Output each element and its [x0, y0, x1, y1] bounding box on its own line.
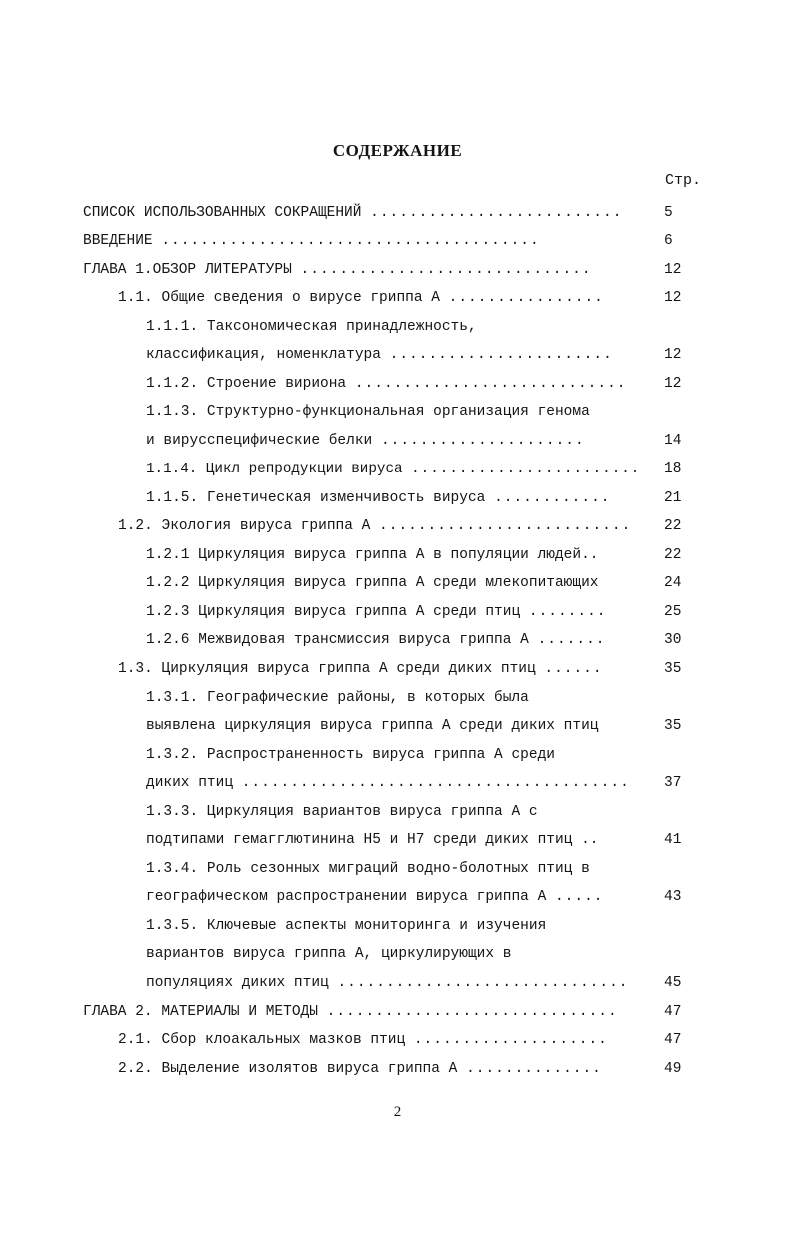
toc-entry	[118, 516, 645, 536]
toc-leader-dots: ......	[544, 661, 603, 677]
toc-entry	[118, 1059, 645, 1079]
toc-entry-page-number: 12	[664, 262, 682, 278]
toc-entry-page-number: 14	[664, 433, 682, 449]
toc-entry-title: ГЛАВА 1.ОБЗОР ЛИТЕРАТУРЫ	[83, 262, 292, 278]
toc-entry	[146, 859, 645, 879]
toc-leader-dots: .....	[554, 889, 604, 905]
toc-entry-page-number: 43	[664, 889, 682, 905]
toc-entry	[146, 573, 645, 593]
toc-entry-page-number: 24	[664, 575, 682, 591]
toc-leader-dots: ....................	[413, 1032, 608, 1048]
toc-leader-dots: .......................	[389, 347, 613, 363]
toc-entry-title: 1.3.1. Географические районы, в которых была	[146, 690, 529, 706]
toc-entry-title: 1.2.3 Циркуляция вируса гриппа А среди птиц	[146, 604, 521, 620]
toc-entry-page-number: 25	[664, 604, 682, 620]
toc-entry	[146, 374, 645, 394]
toc-entry-title: 1.1.3. Структурно-функциональная организация генома	[146, 404, 590, 420]
toc-entry-page-number: 45	[664, 975, 682, 991]
toc-entry	[146, 630, 645, 650]
toc-entry-title: 1.2.6 Межвидовая трансмиссия вируса гриппа А	[146, 632, 529, 648]
toc-leader-dots: .......	[537, 632, 606, 648]
toc-leader-dots: .....................	[380, 433, 585, 449]
toc-entry	[146, 773, 645, 793]
toc-leader-dots: ..............................	[337, 975, 629, 991]
toc-entry-title: 1.3.4. Роль сезонных миграций водно-болотных птиц в	[146, 861, 590, 877]
toc-entry-title: 1.1.5. Генетическая изменчивость вируса	[146, 490, 486, 506]
toc-leader-dots: ............	[494, 490, 611, 506]
toc-leader-dots: .......................................	[161, 233, 540, 249]
toc-leader-dots: ................	[448, 290, 604, 306]
toc-entry-title: 1.1.4. Цикл репродукции вируса	[146, 461, 403, 477]
toc-leader-dots: ............................	[354, 376, 627, 392]
toc-entry	[118, 659, 645, 679]
toc-entry	[118, 1030, 645, 1050]
toc-entry	[146, 345, 645, 365]
page-number: 2	[393, 1104, 402, 1120]
toc-entry-page-number: 22	[664, 547, 682, 563]
toc-entry	[146, 802, 645, 822]
toc-leader-dots: ........................	[411, 461, 641, 477]
toc-entry-page-number: 6	[664, 233, 673, 249]
toc-entry-page-number: 5	[664, 205, 673, 221]
toc-entry-title: ВВЕДЕНИЕ	[83, 233, 153, 249]
toc-entry-title: популяциях диких птиц	[146, 975, 329, 991]
toc-entry-title: 1.1.1. Таксономическая принадлежность,	[146, 319, 477, 335]
toc-entry-title: диких птиц	[146, 775, 234, 791]
toc-entry-title: и вирусспецифические белки	[146, 433, 373, 449]
toc-entry	[146, 887, 645, 907]
page-title: СОДЕРЖАНИЕ	[332, 141, 463, 160]
toc-entry	[146, 688, 645, 708]
toc-entry-title: 1.2.1 Циркуляция вируса гриппа А в популяции людей..	[146, 547, 599, 563]
toc-entry-page-number: 18	[664, 461, 682, 477]
toc-entry-page-number: 22	[664, 518, 682, 534]
toc-leader-dots: ..........................	[379, 518, 632, 534]
toc-entry-page-number: 12	[664, 290, 682, 306]
toc-entry	[146, 488, 645, 508]
page-column-header: Стр.	[665, 172, 702, 189]
toc-entry-title: 1.3.5. Ключевые аспекты мониторинга и изучения	[146, 918, 547, 934]
toc-entry-page-number: 47	[664, 1004, 682, 1020]
toc-entry-title: 1.3.3. Циркуляция вариантов вируса гриппа А с	[146, 804, 538, 820]
toc-entry-page-number: 47	[664, 1032, 682, 1048]
toc-entry-title: 1.1.2. Строение вириона	[146, 376, 347, 392]
toc-entry	[146, 459, 645, 479]
toc-entry-title: классификация, номенклатура	[146, 347, 381, 363]
toc-leader-dots: ........	[528, 604, 607, 620]
toc-entry	[118, 288, 645, 308]
toc-entry-title: вариантов вируса гриппа А, циркулирующих в	[146, 946, 512, 962]
toc-leader-dots: ..........................	[370, 205, 623, 221]
toc-entry-title: 1.2.2 Циркуляция вируса гриппа А среди млекопитающих	[146, 575, 599, 591]
toc-entry-page-number: 21	[664, 490, 682, 506]
toc-entry-page-number: 30	[664, 632, 682, 648]
toc-entry	[146, 716, 645, 736]
toc-entry	[146, 602, 645, 622]
toc-entry-page-number: 35	[664, 718, 682, 734]
toc-entry-title: 1.3. Циркуляция вируса гриппа А среди диких птиц	[118, 661, 536, 677]
toc-entry	[146, 745, 645, 765]
toc-entry-page-number: 41	[664, 832, 682, 848]
toc-entry	[83, 1002, 645, 1022]
toc-entry-title: СПИСОК ИСПОЛЬЗОВАННЫХ СОКРАЩЕНИЙ	[83, 205, 362, 221]
toc-entry-title: 1.2. Экология вируса гриппа А	[118, 518, 371, 534]
toc-leader-dots: ..............................	[300, 262, 592, 278]
toc-entry	[146, 830, 645, 850]
toc-entry	[146, 944, 645, 964]
toc-entry-title: выявлена циркуляция вируса гриппа А среди диких птиц	[146, 718, 599, 734]
toc-leader-dots: ..............	[466, 1061, 602, 1077]
toc-entry-title: 1.3.2. Распространенность вируса гриппа А среди	[146, 747, 555, 763]
toc-entry-title: подтипами гемагглютинина H5 и H7 среди диких птиц ..	[146, 832, 599, 848]
toc-entry-page-number: 12	[664, 376, 682, 392]
toc-entry-page-number: 12	[664, 347, 682, 363]
toc-entry-page-number: 49	[664, 1061, 682, 1077]
toc-entry-page-number: 37	[664, 775, 682, 791]
toc-entry-title: ГЛАВА 2. МАТЕРИАЛЫ И МЕТОДЫ	[83, 1004, 318, 1020]
toc-entry	[83, 260, 645, 280]
toc-entry-title: географическом распространении вируса гриппа А	[146, 889, 547, 905]
toc-entry	[83, 231, 645, 251]
toc-entry	[146, 973, 645, 993]
toc-entry	[146, 916, 645, 936]
toc-entry-title: 2.2. Выделение изолятов вируса гриппа А	[118, 1061, 458, 1077]
toc-entry-title: 2.1. Сбор клоакальных мазков птиц	[118, 1032, 406, 1048]
toc-leader-dots: ..............................	[326, 1004, 618, 1020]
toc-entry	[146, 431, 645, 451]
toc-entry	[83, 203, 645, 223]
toc-entry	[146, 402, 645, 422]
toc-entry-title: 1.1. Общие сведения о вирусе гриппа А	[118, 290, 440, 306]
toc-entry-page-number: 35	[664, 661, 682, 677]
toc-leader-dots: ........................................	[241, 775, 630, 791]
toc-entry	[146, 545, 645, 565]
toc-entry	[146, 317, 645, 337]
